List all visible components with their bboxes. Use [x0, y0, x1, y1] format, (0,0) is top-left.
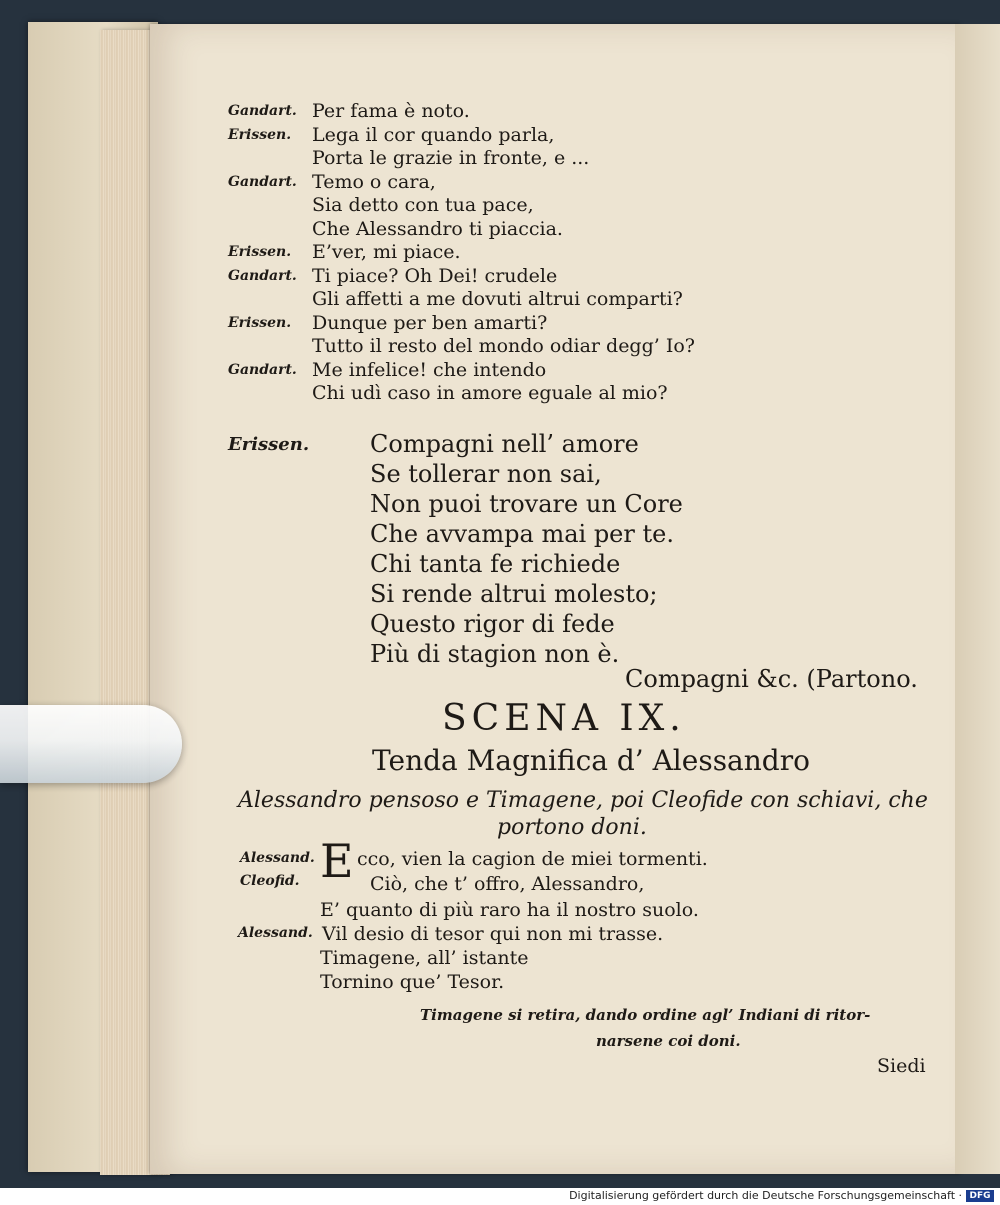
dialogue-line: Gli affetti a me dovuti altrui comparti? — [312, 288, 683, 310]
scene-direction-2: portono doni. — [497, 815, 647, 840]
dialogue-line: Sia detto con tua pace, — [312, 194, 534, 216]
footer-credit: Digitalisierung gefördert durch die Deutsche Forschungsgemeinschaft · — [569, 1189, 962, 1202]
stage-direction-2: narsene coi doni. — [596, 1032, 741, 1050]
speaker-label: Erissen. — [228, 244, 292, 260]
dialogue2-line-2: Ciò, che t’ offro, Alessandro, — [370, 873, 645, 895]
speaker-label: Erissen. — [228, 314, 292, 331]
dialogue2-line-4: Vil desio di tesor qui non mi trasse. — [322, 923, 664, 945]
plastic-page-clip — [0, 705, 182, 783]
dialogue-line: Porta le grazie in fronte, e ... — [312, 147, 590, 169]
aria-line: Se tollerar non sai, — [370, 460, 602, 488]
aria-line: Più di stagion non è. — [370, 640, 620, 668]
dialogue-line: Dunque per ben amarti? — [312, 311, 548, 334]
dialogue2-line-6: Tornino que’ Tesor. — [320, 971, 505, 993]
dialogue-line: Temo o cara, — [312, 170, 436, 193]
scene-title: SCENA IX. — [442, 698, 686, 739]
stage-direction-1: Timagene si retira, dando ordine agl’ Indiani di ritor- — [420, 1006, 871, 1024]
aria-line: Che avvampa mai per te. — [370, 520, 674, 548]
aria-line: Non puoi trovare un Core — [370, 490, 683, 518]
dialogue-line: E’ver, mi piace. — [312, 241, 461, 263]
dialogue-line: Che Alessandro ti piaccia. — [312, 217, 563, 240]
speaker-label: Gandart. — [228, 267, 297, 284]
speaker-label: Gandart. — [228, 173, 297, 190]
speaker-label: Gandart. — [228, 361, 297, 378]
dialogue2-line-5: Timagene, all’ istante — [320, 947, 529, 969]
aria-closing: Compagni &c. (Partono. — [625, 665, 918, 693]
dialogue-line: Me infelice! che intendo — [312, 358, 547, 381]
speaker-label: Gandart. — [228, 103, 297, 119]
speaker-alessandro-2: Alessand. — [238, 925, 313, 941]
speaker-label: Erissen. — [228, 126, 292, 143]
aria-line: Compagni nell’ amore — [370, 430, 639, 458]
dialogue2-line-3: E’ quanto di più raro ha il nostro suolo. — [320, 899, 699, 921]
dialogue-line: Per fama è noto. — [312, 100, 470, 122]
dialogue-line: Tutto il resto del mondo odiar degg’ Io? — [312, 335, 695, 357]
dfg-logo-icon: DFG — [966, 1190, 994, 1202]
dialogue-line: Lega il cor quando parla, — [312, 123, 555, 146]
aria-line: Questo rigor di fede — [370, 610, 615, 638]
aria-line: Si rende altrui molesto; — [370, 580, 658, 608]
footer-bar — [0, 1188, 1000, 1205]
decorated-initial: E — [320, 834, 354, 888]
aria-speaker: Erissen. — [228, 434, 310, 455]
facing-page-edge — [955, 24, 1000, 1174]
dialogue-line: Ti piace? Oh Dei! crudele — [312, 264, 558, 287]
catchword: Siedi — [877, 1055, 926, 1077]
dialogue2-line-1: cco, vien la cagion de miei tormenti. — [357, 848, 708, 870]
scene-direction-1: Alessandro pensoso e Timagene, poi Cleofide con schiavi, che — [238, 788, 928, 813]
speaker-alessandro-1: Alessand. — [240, 850, 315, 866]
speaker-cleofide: Cleofid. — [240, 873, 300, 889]
dialogue-line: Chi udì caso in amore eguale al mio? — [312, 382, 668, 404]
aria-line: Chi tanta fe richiede — [370, 550, 621, 578]
scene-setting: Tenda Magnifica d’ Alessandro — [372, 744, 810, 777]
